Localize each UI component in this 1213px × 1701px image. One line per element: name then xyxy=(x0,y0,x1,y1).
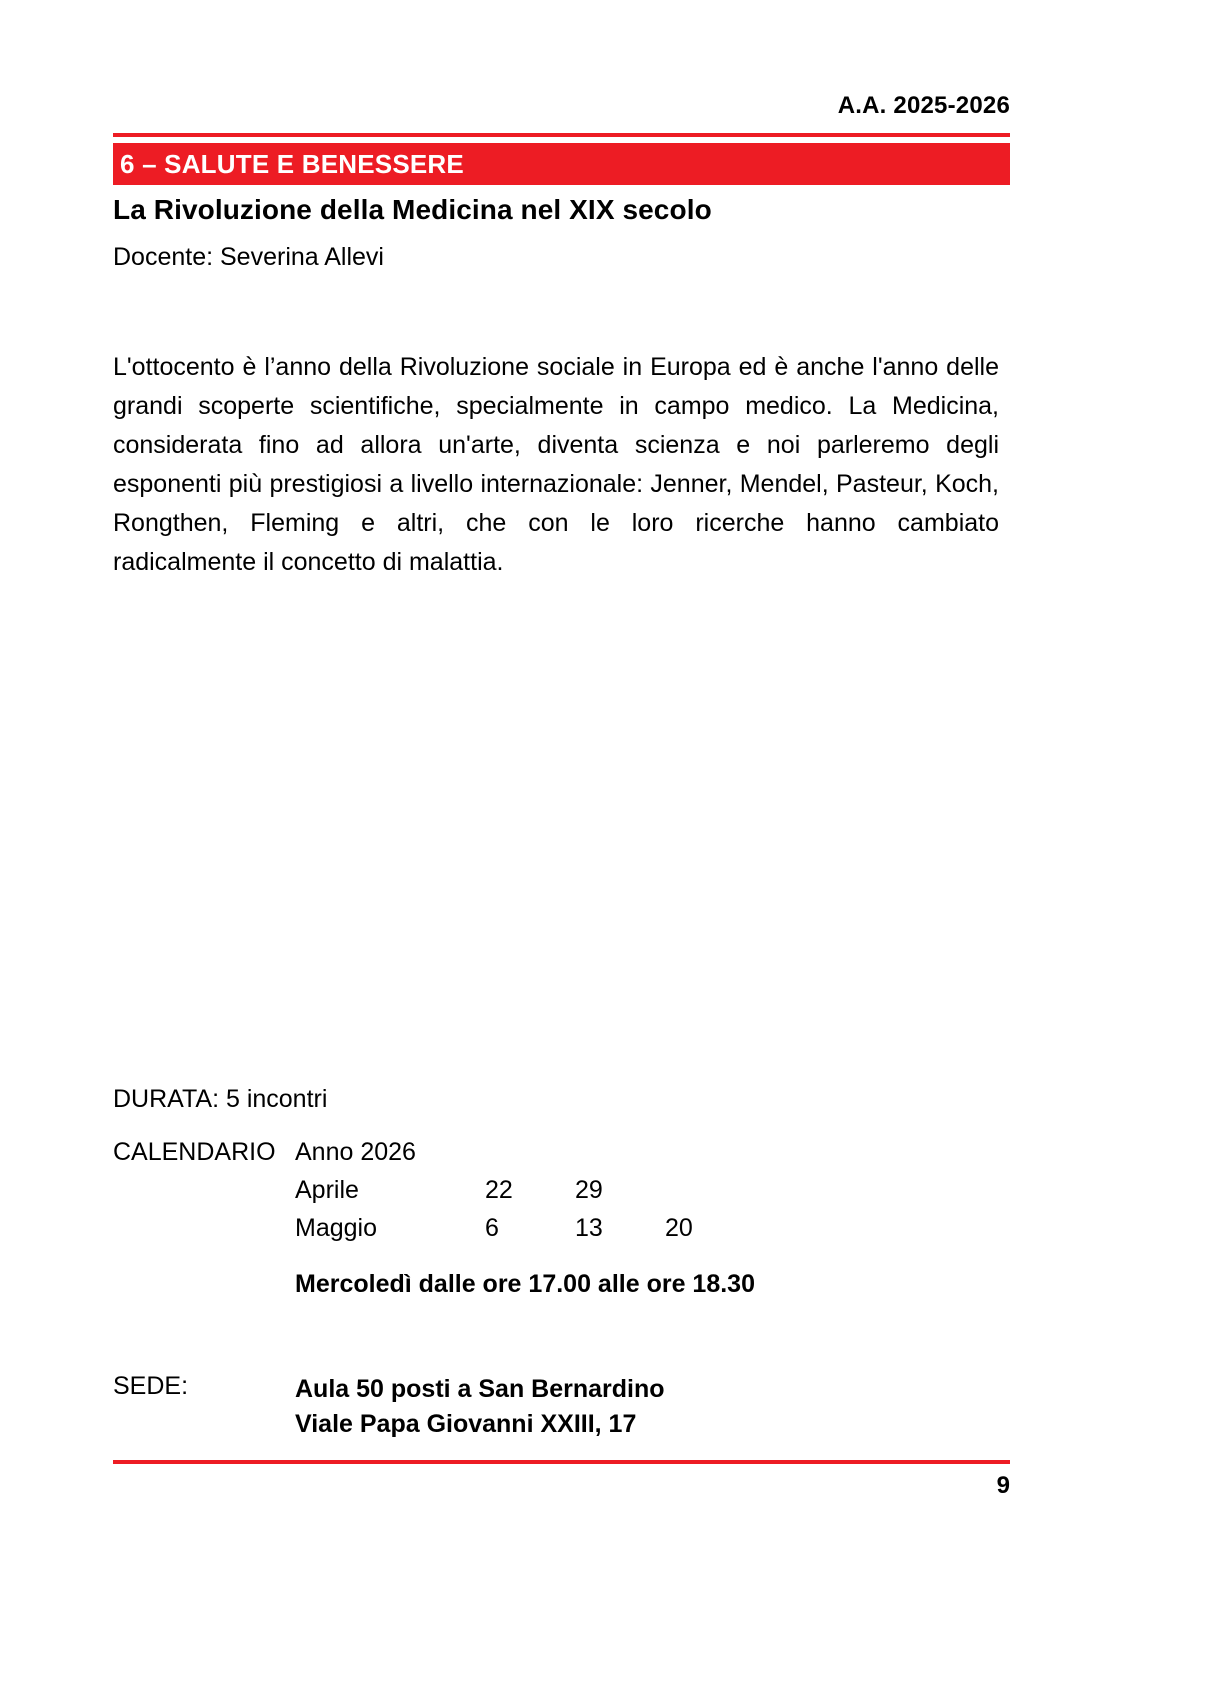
bottom-red-rule xyxy=(113,1460,1010,1464)
section-banner: 6 – SALUTE E BENESSERE xyxy=(113,143,1010,185)
course-teacher: Docente: Severina Allevi xyxy=(113,243,384,271)
calendar-block xyxy=(113,1133,913,1301)
calendar-schedule: Mercoledì dalle ore 17.00 alle ore 18.30 xyxy=(295,1270,755,1298)
venue-address xyxy=(295,1372,665,1442)
venue-line: Aula 50 posti a San Bernardino xyxy=(295,1375,665,1403)
calendar-day: 13 xyxy=(575,1214,603,1242)
venue-line: Viale Papa Giovanni XXIII, 17 xyxy=(295,1410,637,1438)
course-duration: DURATA: 5 incontri xyxy=(113,1085,328,1113)
calendar-month: Maggio xyxy=(295,1214,377,1242)
venue-label: SEDE: xyxy=(113,1372,189,1400)
venue-block xyxy=(113,1372,913,1442)
calendar-day: 29 xyxy=(575,1176,603,1204)
calendar-row xyxy=(113,1171,913,1209)
calendar-year: Anno 2026 xyxy=(295,1138,416,1166)
calendar-day: 20 xyxy=(665,1214,693,1242)
calendar-day: 22 xyxy=(485,1176,513,1204)
page-number: 9 xyxy=(996,1472,1010,1499)
academic-year-label: A.A. 2025-2026 xyxy=(837,92,1010,119)
calendar-row xyxy=(113,1209,913,1247)
calendar-day: 6 xyxy=(485,1214,499,1242)
course-title: La Rivoluzione della Medicina nel XIX secolo xyxy=(113,194,712,225)
calendar-month: Aprile xyxy=(295,1176,359,1204)
course-description: L'ottocento è l’anno della Rivoluzione sociale in Europa ed è anche l'anno delle grandi scoperte scientifiche, specialmente in campo medico. La Medicina, considerata fino ad allora un'arte, diventa scienza e noi parleremo degli esponenti più prestigiosi a livello internazionale: Jenner, Mendel, Pasteur, Koch, Rongthen, Fleming e altri, che con le loro ricerche hanno cambiato radicalmente il concetto di malattia. xyxy=(113,353,999,576)
calendar-label: CALENDARIO xyxy=(113,1138,276,1166)
top-red-rule xyxy=(113,133,1010,137)
calendar-year-row xyxy=(113,1133,913,1171)
